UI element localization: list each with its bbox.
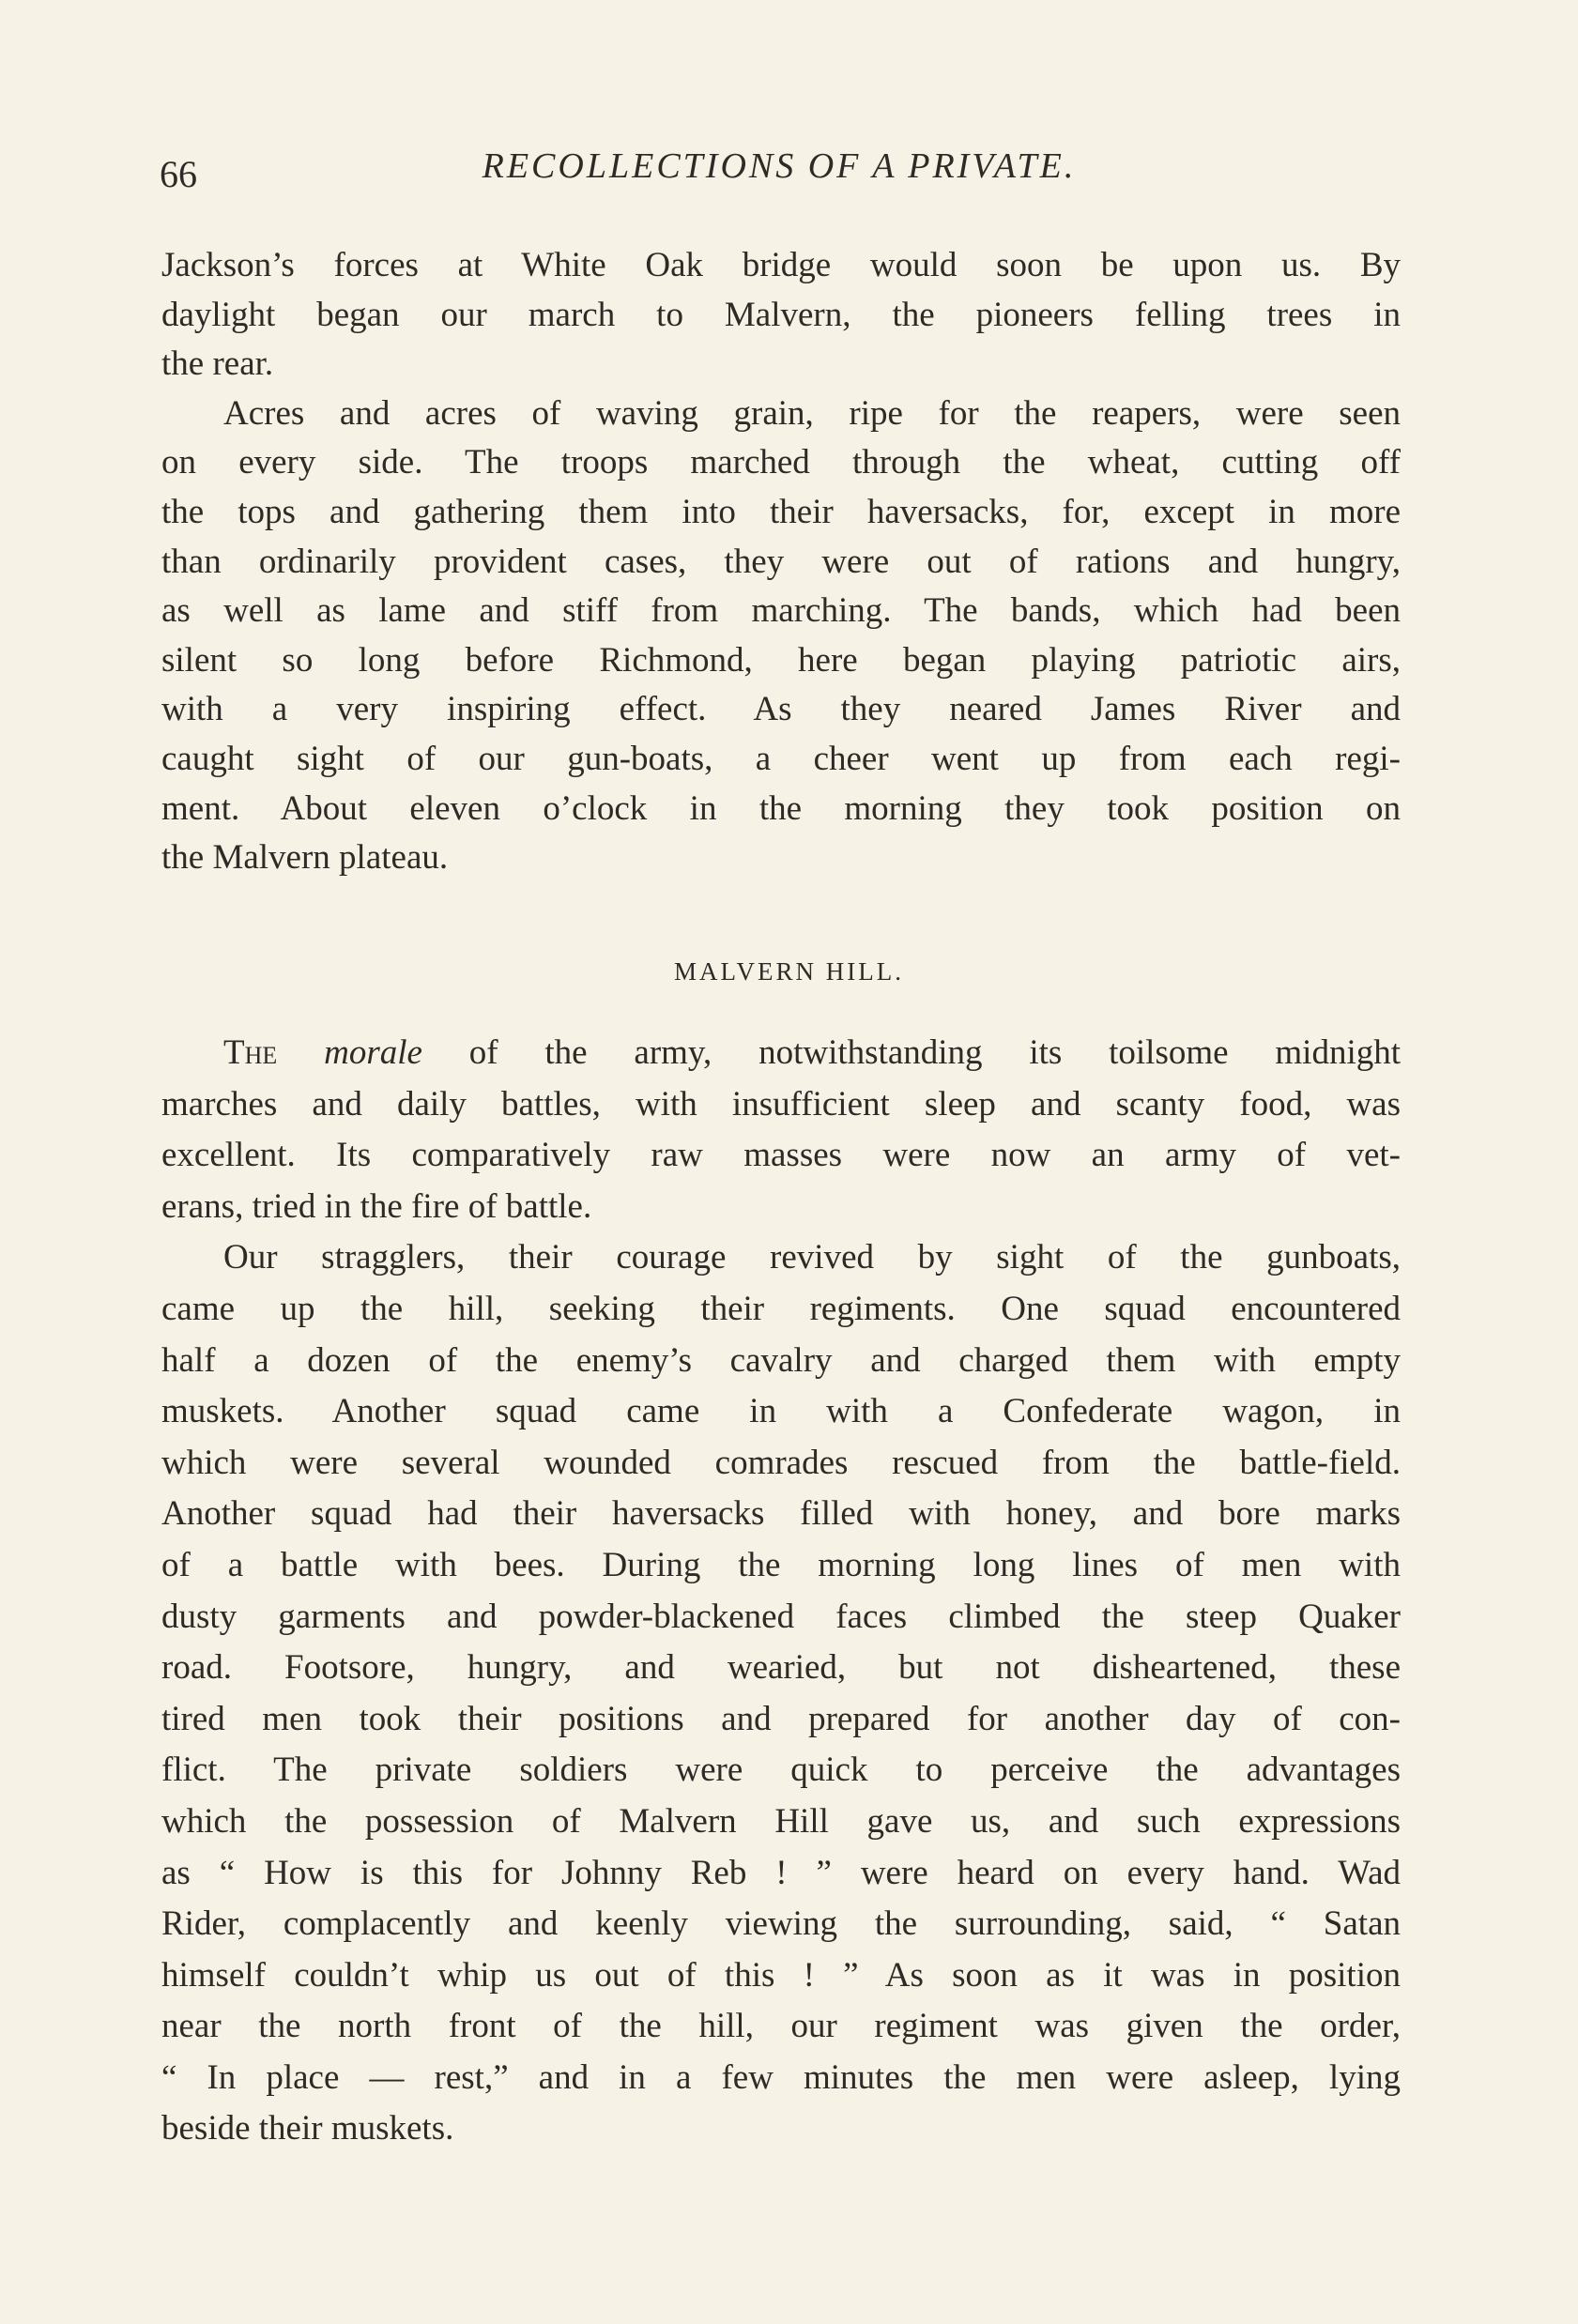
text-line: the tops and gathering them into their haversacks, for, except in more xyxy=(161,492,1401,531)
lead-word: The xyxy=(223,1033,278,1072)
text-line: of a battle with bees. During the morning long lines of men with xyxy=(161,1545,1401,1584)
text-line: Rider, complacently and keenly viewing the surrounding, said, “ Satan xyxy=(161,1904,1401,1944)
text-line: silent so long before Richmond, here began playing patriotic airs, xyxy=(161,640,1401,680)
section-1-text xyxy=(161,241,1401,883)
text-line: erans, tried in the fire of battle. xyxy=(161,1186,592,1226)
text-line: “ In place — rest,” and in a few minutes the men were asleep, lying xyxy=(161,2057,1401,2097)
text-line: on every side. The troops marched through the wheat, cutting off xyxy=(161,443,1401,482)
text-line: as “ How is this for Johnny Reb ! ” were heard on every hand. Wad xyxy=(161,1853,1401,1892)
text-line: near the north front of the hill, our regiment was given the order, xyxy=(161,2007,1401,2046)
text-line: than ordinarily provident cases, they were out of rations and hungry, xyxy=(161,542,1401,581)
text-line: himself couldn’t whip us out of this ! ” As soon as it was in position xyxy=(161,1955,1401,1995)
text-line: daylight began our march to Malvern, the pioneers felling trees in xyxy=(161,295,1401,334)
text-line: tired men took their positions and prepared for another day of con- xyxy=(161,1699,1401,1738)
section-2-text xyxy=(161,1028,1401,2155)
section-heading: MALVERN HILL. xyxy=(674,957,904,986)
text-line: beside their muskets. xyxy=(161,2109,454,2148)
text-line: Another squad had their haversacks filled with honey, and bore marks xyxy=(161,1494,1401,1534)
text-line: Jackson’s forces at White Oak bridge would soon be upon us. By xyxy=(161,246,1401,284)
text-line: Acres and acres of waving grain, ripe for the reapers, were seen xyxy=(223,393,1401,433)
text-line: muskets. Another squad came in with a Confederate wagon, in xyxy=(161,1392,1401,1431)
text-line: came up the hill, seeking their regiments. One squad encountered xyxy=(161,1289,1401,1328)
text-line: which the possession of Malvern Hill gave us, and such expressions xyxy=(161,1801,1401,1841)
text-line xyxy=(161,1028,1401,1079)
text-line: dusty garments and powder-blackened faces climbed the steep Quaker xyxy=(161,1597,1401,1636)
text-line: road. Footsore, hungry, and wearied, but not disheartened, these xyxy=(161,1648,1401,1688)
text-line: ment. About eleven o’clock in the morning they took position on xyxy=(161,788,1401,828)
text-line: which were several wounded comrades rescued from the battle-field. xyxy=(161,1443,1401,1482)
italic-word: morale xyxy=(324,1033,422,1072)
text-line: caught sight of our gun-boats, a cheer went up from each regi- xyxy=(161,739,1401,778)
text-line: flict. The private soldiers were quick to perceive the advantages xyxy=(161,1751,1401,1790)
line-text: of the army, notwithstanding its toilsome midnight xyxy=(421,1033,1402,1072)
text-line: the Malvern plateau. xyxy=(161,838,449,878)
text-line: marches and daily battles, with insufficient sleep and scanty food, was xyxy=(161,1084,1401,1124)
running-title: RECOLLECTIONS OF A PRIVATE. xyxy=(482,146,1077,186)
text-line: as well as lame and stiff from marching. The bands, which had been xyxy=(161,591,1401,631)
text-line: half a dozen of the enemy’s cavalry and charged them with empty xyxy=(161,1340,1401,1380)
text-line: Our stragglers, their courage revived by sight of the gunboats, xyxy=(223,1238,1401,1277)
text-line: the rear. xyxy=(161,344,274,384)
text-line: excellent. Its comparatively raw masses were now an army of vet- xyxy=(161,1136,1401,1175)
text-line: with a very inspiring effect. As they neared James River and xyxy=(161,690,1401,729)
page-number: 66 xyxy=(160,153,197,195)
